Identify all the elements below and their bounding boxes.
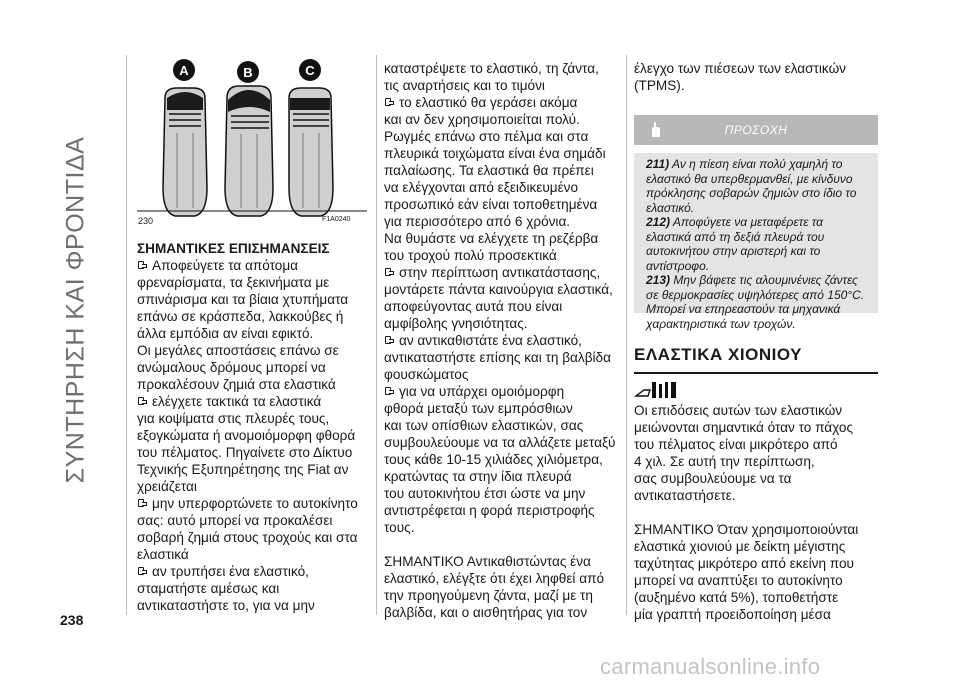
- text-line: του πέλματος είναι μικρότερο από: [634, 437, 838, 452]
- bullet-line: μην υπερφορτώνετε το αυτοκίνητο: [137, 495, 367, 512]
- warning-line: αντίστροφο.: [646, 258, 710, 273]
- text-line: 4 χιλ. Σε αυτή την περίπτωση,: [634, 454, 815, 469]
- text-line: χρειάζεται: [137, 479, 197, 494]
- important-notes-heading: ΣΗΜΑΝΤΙΚΕΣ ΕΠΙΣΗΜΑΝΣΕΙΣ: [137, 241, 330, 256]
- text-line: ΣΗΜΑΝΤΙΚΟ Όταν χρησιμοποιούνται: [634, 522, 859, 537]
- bullet-line: στην περίπτωση αντικατάστασης,: [384, 264, 622, 281]
- warning-number: 213): [646, 273, 671, 287]
- callout-c-label: C: [305, 63, 315, 78]
- column-2-text: [384, 60, 622, 536]
- bullet-icon: [137, 261, 148, 270]
- bullet-line: αν αντικαθιστάτε ένα ελαστικό,: [384, 332, 622, 349]
- text-line: και αν δεν χρησιμοποιείται πολύ.: [384, 112, 580, 127]
- bullet-line: Αποφεύγετε τα απότομα: [137, 257, 367, 274]
- text-line: (αυξημένο κατά 5%), τοποθετήστε: [634, 590, 839, 605]
- figure-number: 230: [138, 216, 154, 226]
- column-3-body: [634, 402, 878, 623]
- warning-line: ελαστικό.: [646, 200, 695, 215]
- bullet-icon: [384, 387, 395, 396]
- chapter-title-vertical: ΣΥΝΤΗΡΗΣΗ ΚΑΙ ΦΡΟΝΤΙΔΑ: [61, 136, 90, 484]
- text-line: μειώνονται σημαντικά όταν το πάχος: [634, 420, 854, 435]
- text-line: αμφίβολης γνησιότητας.: [384, 316, 528, 331]
- tire-illustration: [137, 58, 367, 230]
- text-line: προσωπικό εάν είναι τοποθετημένα: [384, 197, 598, 212]
- text-line: σοβαρή ζημιά στους τροχούς και στα: [137, 530, 358, 545]
- bullet-icon: [384, 268, 395, 277]
- text-line: αντικαταστήσετε.: [634, 488, 736, 503]
- text-line: εξογκώματα ή ανομοιόμορφη φθορά: [137, 428, 356, 443]
- bullet-line: ελέγχετε τακτικά τα ελαστικά: [137, 393, 367, 410]
- text-line: πλευρικά τοιχώματα είναι ένα σημάδι: [384, 146, 606, 161]
- warning-line: χαρακτηριστικά των τροχών.: [646, 316, 796, 331]
- text-line: αντιστρέφεται η φορά περιστροφής: [384, 503, 595, 518]
- text-line: ελαστικά: [137, 547, 189, 562]
- warning-line: Μπορεί να επηρεαστούν τα μηχανικά: [646, 302, 841, 316]
- bullet-icon: [137, 397, 148, 406]
- text-line: φρεναρίσματα, τα ξεκινήματα με: [137, 275, 330, 290]
- text-line: αποφεύγοντας αυτά που είναι: [384, 299, 563, 314]
- bullet-icon: [384, 98, 395, 107]
- text-line: παλαίωσης. Τα ελαστικά θα πρέπει: [384, 163, 594, 178]
- text-line: καταστρέψετε το ελαστικό, τη ζάντα,: [384, 61, 599, 76]
- column-1: [137, 240, 367, 614]
- text-line: να ελέγχονται από εξειδικευμένο: [384, 180, 579, 195]
- tire-b: [225, 86, 273, 216]
- bullet-icon: [137, 567, 148, 576]
- text-line: και των οπίσθιων ελαστικών, σας: [384, 418, 584, 433]
- text-line: φθορά μεταξύ των εμπρόσθιων: [384, 401, 573, 416]
- text-line: σας συμβουλεύουμε να τα: [634, 471, 792, 486]
- text-line: ελαστικά χιονιού με δείκτη μέγιστης: [634, 539, 846, 554]
- tire-wear-figure: [137, 58, 367, 230]
- text-line: βαλβίδα, και ο αισθητήρας για τον: [384, 605, 588, 620]
- text-line: κρατώντας τα στην ίδια πλευρά: [384, 469, 572, 484]
- warning-box: [634, 115, 878, 331]
- text-line: για περισσότερο από 6 χρόνια.: [384, 214, 571, 229]
- text-line: μπορεί να αναπτύξει το αυτοκίνητο: [634, 573, 843, 588]
- column-2: [384, 60, 622, 621]
- column-divider: [126, 55, 127, 615]
- text-line: Οι επιδόσεις αυτών των ελαστικών: [634, 403, 843, 418]
- intro-line: (TPMS).: [634, 78, 685, 93]
- warning-header: [634, 115, 878, 145]
- text-line: ελαστικό, ελέγξτε ότι έχει ληφθεί από: [384, 571, 605, 586]
- text-line: σταματήστε αμέσως και: [137, 581, 280, 596]
- bullet-line: αν τρυπήσει ένα ελαστικό,: [137, 563, 367, 580]
- warning-title: ΠΡΟΣΟΧΗ: [724, 123, 788, 137]
- heading-rule: [634, 372, 878, 374]
- text-line: Ρωγμές επάνω στο πέλμα και στα: [384, 129, 589, 144]
- callout-a-label: A: [179, 63, 189, 78]
- warning-line: ελαστικά από τη δεξιά πλευρά του: [646, 229, 825, 244]
- text-line: άλλα εμπόδια αν είναι εφικτό.: [137, 326, 314, 341]
- snow-tyres-paragraph: [634, 402, 878, 504]
- text-line: συμβουλεύουμε να τα αλλάζετε μεταξύ: [384, 435, 616, 450]
- text-line: τους.: [384, 520, 415, 535]
- warning-line: ελαστικό θα υπερθερμανθεί, με κίνδυνο: [646, 171, 853, 186]
- intro-line: έλεγχο των πιέσεων των ελαστικών: [634, 61, 846, 76]
- bullet-icon: [137, 499, 148, 508]
- snow-tyre-icon: [634, 380, 694, 400]
- text-line: αντικαταστήστε το, για να μην: [137, 598, 315, 613]
- warning-line: 212) Αποφύγετε να μεταφέρετε τα: [646, 215, 823, 229]
- text-line: επάνω σε κράσπεδα, λακκούβες ή: [137, 309, 344, 324]
- text-line: σας: αυτό μπορεί να προκαλέσει: [137, 513, 333, 528]
- tire-c: [289, 88, 333, 216]
- warning-line: 211) Αν η πίεση είναι πολύ χαμηλή το: [646, 157, 843, 171]
- text-line: φουσκώματος: [384, 367, 469, 382]
- warning-number: 211): [646, 157, 670, 171]
- text-line: τους κάθε 10-15 χιλιάδες χιλιόμετρα,: [384, 452, 603, 467]
- bullet-line: το ελαστικό θα γεράσει ακόμα: [384, 94, 622, 111]
- text-line: του πέλματος. Πηγαίνετε στο Δίκτυο: [137, 445, 353, 460]
- warning-line: πρόκλησης σοβαρών ζημιών στο ίδιο το: [646, 186, 857, 200]
- text-line: τις αναρτήσεις και το τιμόνι: [384, 78, 545, 93]
- tire-a: [163, 88, 207, 216]
- column-1-text: [137, 257, 367, 614]
- bullet-icon: [384, 336, 395, 345]
- text-line: του τροχού πολύ προσεκτικά: [384, 248, 557, 263]
- warning-line: 213) Μην βάφετε τις αλουμινένιες ζάντες: [646, 273, 858, 287]
- text-line: ΣΗΜΑΝΤΙΚΟ Αντικαθιστώντας ένα: [384, 554, 591, 569]
- text-line: του αυτοκινήτου έτσι ώστε να μην: [384, 486, 586, 501]
- text-line: την προηγούμενη ζάντα, μαζί με τη: [384, 588, 593, 603]
- text-line: μία γραπτή προειδοποίηση μέσα: [634, 607, 831, 622]
- warning-number: 212): [646, 215, 671, 229]
- snow-tyres-important: [634, 521, 878, 623]
- column-divider: [626, 55, 627, 615]
- text-line: προκαλέσουν ζημιά στα ελαστικά: [137, 377, 336, 392]
- text-line: για κοψίματα στις πλευρές τους,: [137, 411, 330, 426]
- watermark: carmanualsonline.info: [600, 654, 821, 679]
- important-note: [384, 553, 622, 621]
- text-line: μοντάρετε πάντα καινούργια ελαστικά,: [384, 282, 613, 297]
- text-line: Τεχνικής Εξυπηρέτησης της Fiat αν: [137, 462, 349, 477]
- column-divider: [376, 55, 377, 615]
- text-line: ταχύτητας μικρότερο από εκείνη που: [634, 556, 854, 571]
- bullet-line: για να υπάρχει ομοιόμορφη: [384, 383, 622, 400]
- page-number: 238: [60, 612, 84, 628]
- text-line: ανώμαλους δρόμους μπορεί να: [137, 360, 326, 375]
- text-line: αντικαταστήστε επίσης και τη βαλβίδα: [384, 350, 611, 365]
- figure-code: F1A0240: [322, 216, 351, 223]
- callout-b-label: B: [243, 65, 253, 80]
- text-line: Να θυμάστε να ελέγχετε τη ρεζέρβα: [384, 231, 599, 246]
- text-line: Οι μεγάλες αποστάσεις επάνω σε: [137, 343, 339, 358]
- warning-body: [634, 153, 878, 331]
- warning-line: σε θερμοκρασίες υψηλότερες από 150°C.: [646, 287, 865, 302]
- text-line: σπινάρισμα και τα βίαια χτυπήματα: [137, 292, 349, 307]
- warning-line: αυτοκινήτου στην αριστερή και το: [646, 244, 821, 258]
- snow-tyres-heading: ΕΛΑΣΤΙΚΑ ΧΙΟΝΙΟΥ: [634, 345, 802, 364]
- column-3-intro: [634, 60, 878, 94]
